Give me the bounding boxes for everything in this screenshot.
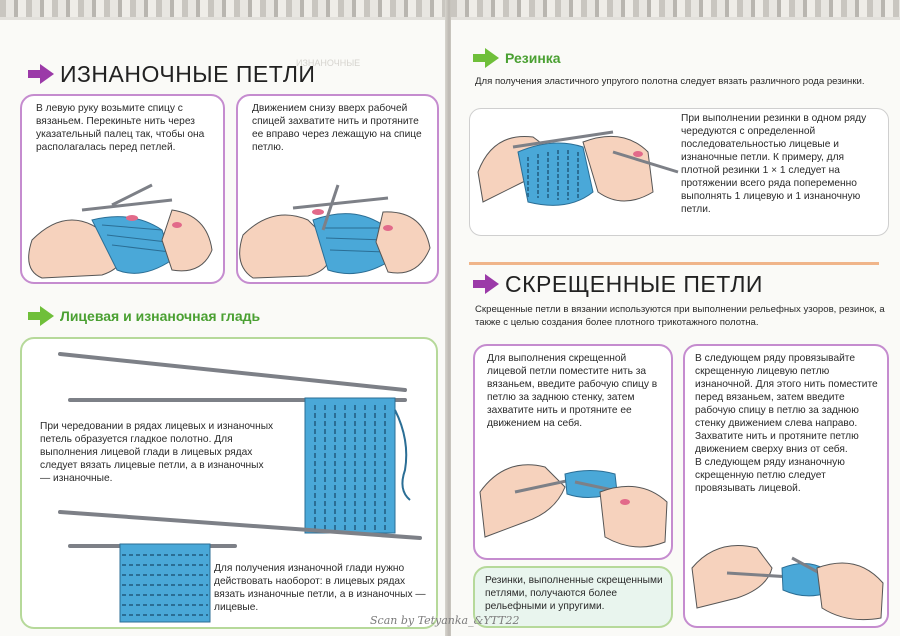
note-text: Резинки, выполненные скрещенными петлями, получаются более рельефными и упругими. (485, 575, 663, 612)
subsection-header-rezinka (473, 42, 561, 74)
right-page (451, 0, 900, 636)
bleed-through-text: ИЗНАНОЧНЫЕ (296, 58, 361, 68)
skr-step-2-text: В следующем ряду провязывайте скрещенную лицевую петлю изнаночной. Для этого нить поместите перед вязаньем, затем введите рабочую спицу в петлю за заднюю стенку движением слева направо. Захватите нить и протяните петлю движением сверху вниз от себя. В следующем ряду изнаночную скрещенную петлю следует провязывать лицевой. (695, 353, 878, 494)
crossed-purl-illustration (687, 528, 887, 624)
arrow-right-icon (473, 274, 499, 294)
section-title: СКРЕЩЕННЫЕ ПЕТЛИ (505, 270, 763, 297)
scan-watermark: Scan by Tetyanka_&YTT22 (370, 614, 520, 627)
section-header-izn (28, 58, 315, 90)
arrow-right-icon (28, 64, 54, 84)
section-header-skr (473, 268, 763, 300)
hands-knitting-illustration-2 (238, 170, 438, 282)
arrow-right-icon (28, 306, 54, 326)
gladj-text-2: Для получения изнаночной глади нужно действовать наоборот: в лицевых рядах вязать изнаночные петли, а в изнаночных — лицевые. (214, 563, 426, 613)
rezinka-text: При выполнении резинки в одном ряду чередуются с определенной последовательностью лицевые и изнаночные петли. К примеру, для плотной резинки 1 × 1 следует на протяжении всего ряда попеременно выполнять 1 лицевую и 1 изнаночную петли. (681, 113, 867, 215)
left-page (0, 0, 447, 636)
rezinka-intro: Для получения эластичного упругого полотна следует вязать различного рода резинки. (475, 76, 865, 87)
step-2-text: Движением снизу вверх рабочей спицей захватите нить и протяните ее вправо через лежащую на спице петлю. (252, 103, 422, 153)
subsection-title: Лицевая и изнаночная гладь (60, 308, 261, 324)
gladj-text-1: При чередовании в рядах лицевых и изнаночных петель образуется гладкое полотно. Для выполнения лицевой глади в лицевых рядах следует вязать лицевые петли, а в изнаночных — изнаночные. (40, 421, 274, 484)
arrow-right-icon (473, 48, 499, 68)
crossed-knit-illustration (475, 442, 671, 557)
subsection-header-gladj (28, 300, 260, 332)
skr-step-1-text: Для выполнения скрещенной лицевой петли поместите нить за вязаньем, введите рабочую спицу в петлю за заднюю стенку, затем захватите нить и протяните ее движением на себя. (487, 353, 658, 429)
section-divider (469, 262, 879, 265)
decorative-top-band (451, 0, 900, 20)
page-title: ИЗНАНОЧНЫЕ ПЕТЛИ (60, 60, 316, 87)
rib-knitting-illustration (473, 112, 683, 232)
skr-intro: Скрещенные петли в вязании используются при выполнении рельефных узоров, резинок, а также с целью создания более плотного трикотажного полотна. (475, 304, 885, 328)
hands-knitting-illustration-1 (22, 170, 222, 282)
step-1-text: В левую руку возьмите спицу с вязаньем. Перекиньте нить через указательный палец так, чтобы она располагалась перед петлей. (36, 103, 205, 153)
subsection-title: Резинка (505, 50, 561, 66)
decorative-top-band (0, 0, 447, 20)
